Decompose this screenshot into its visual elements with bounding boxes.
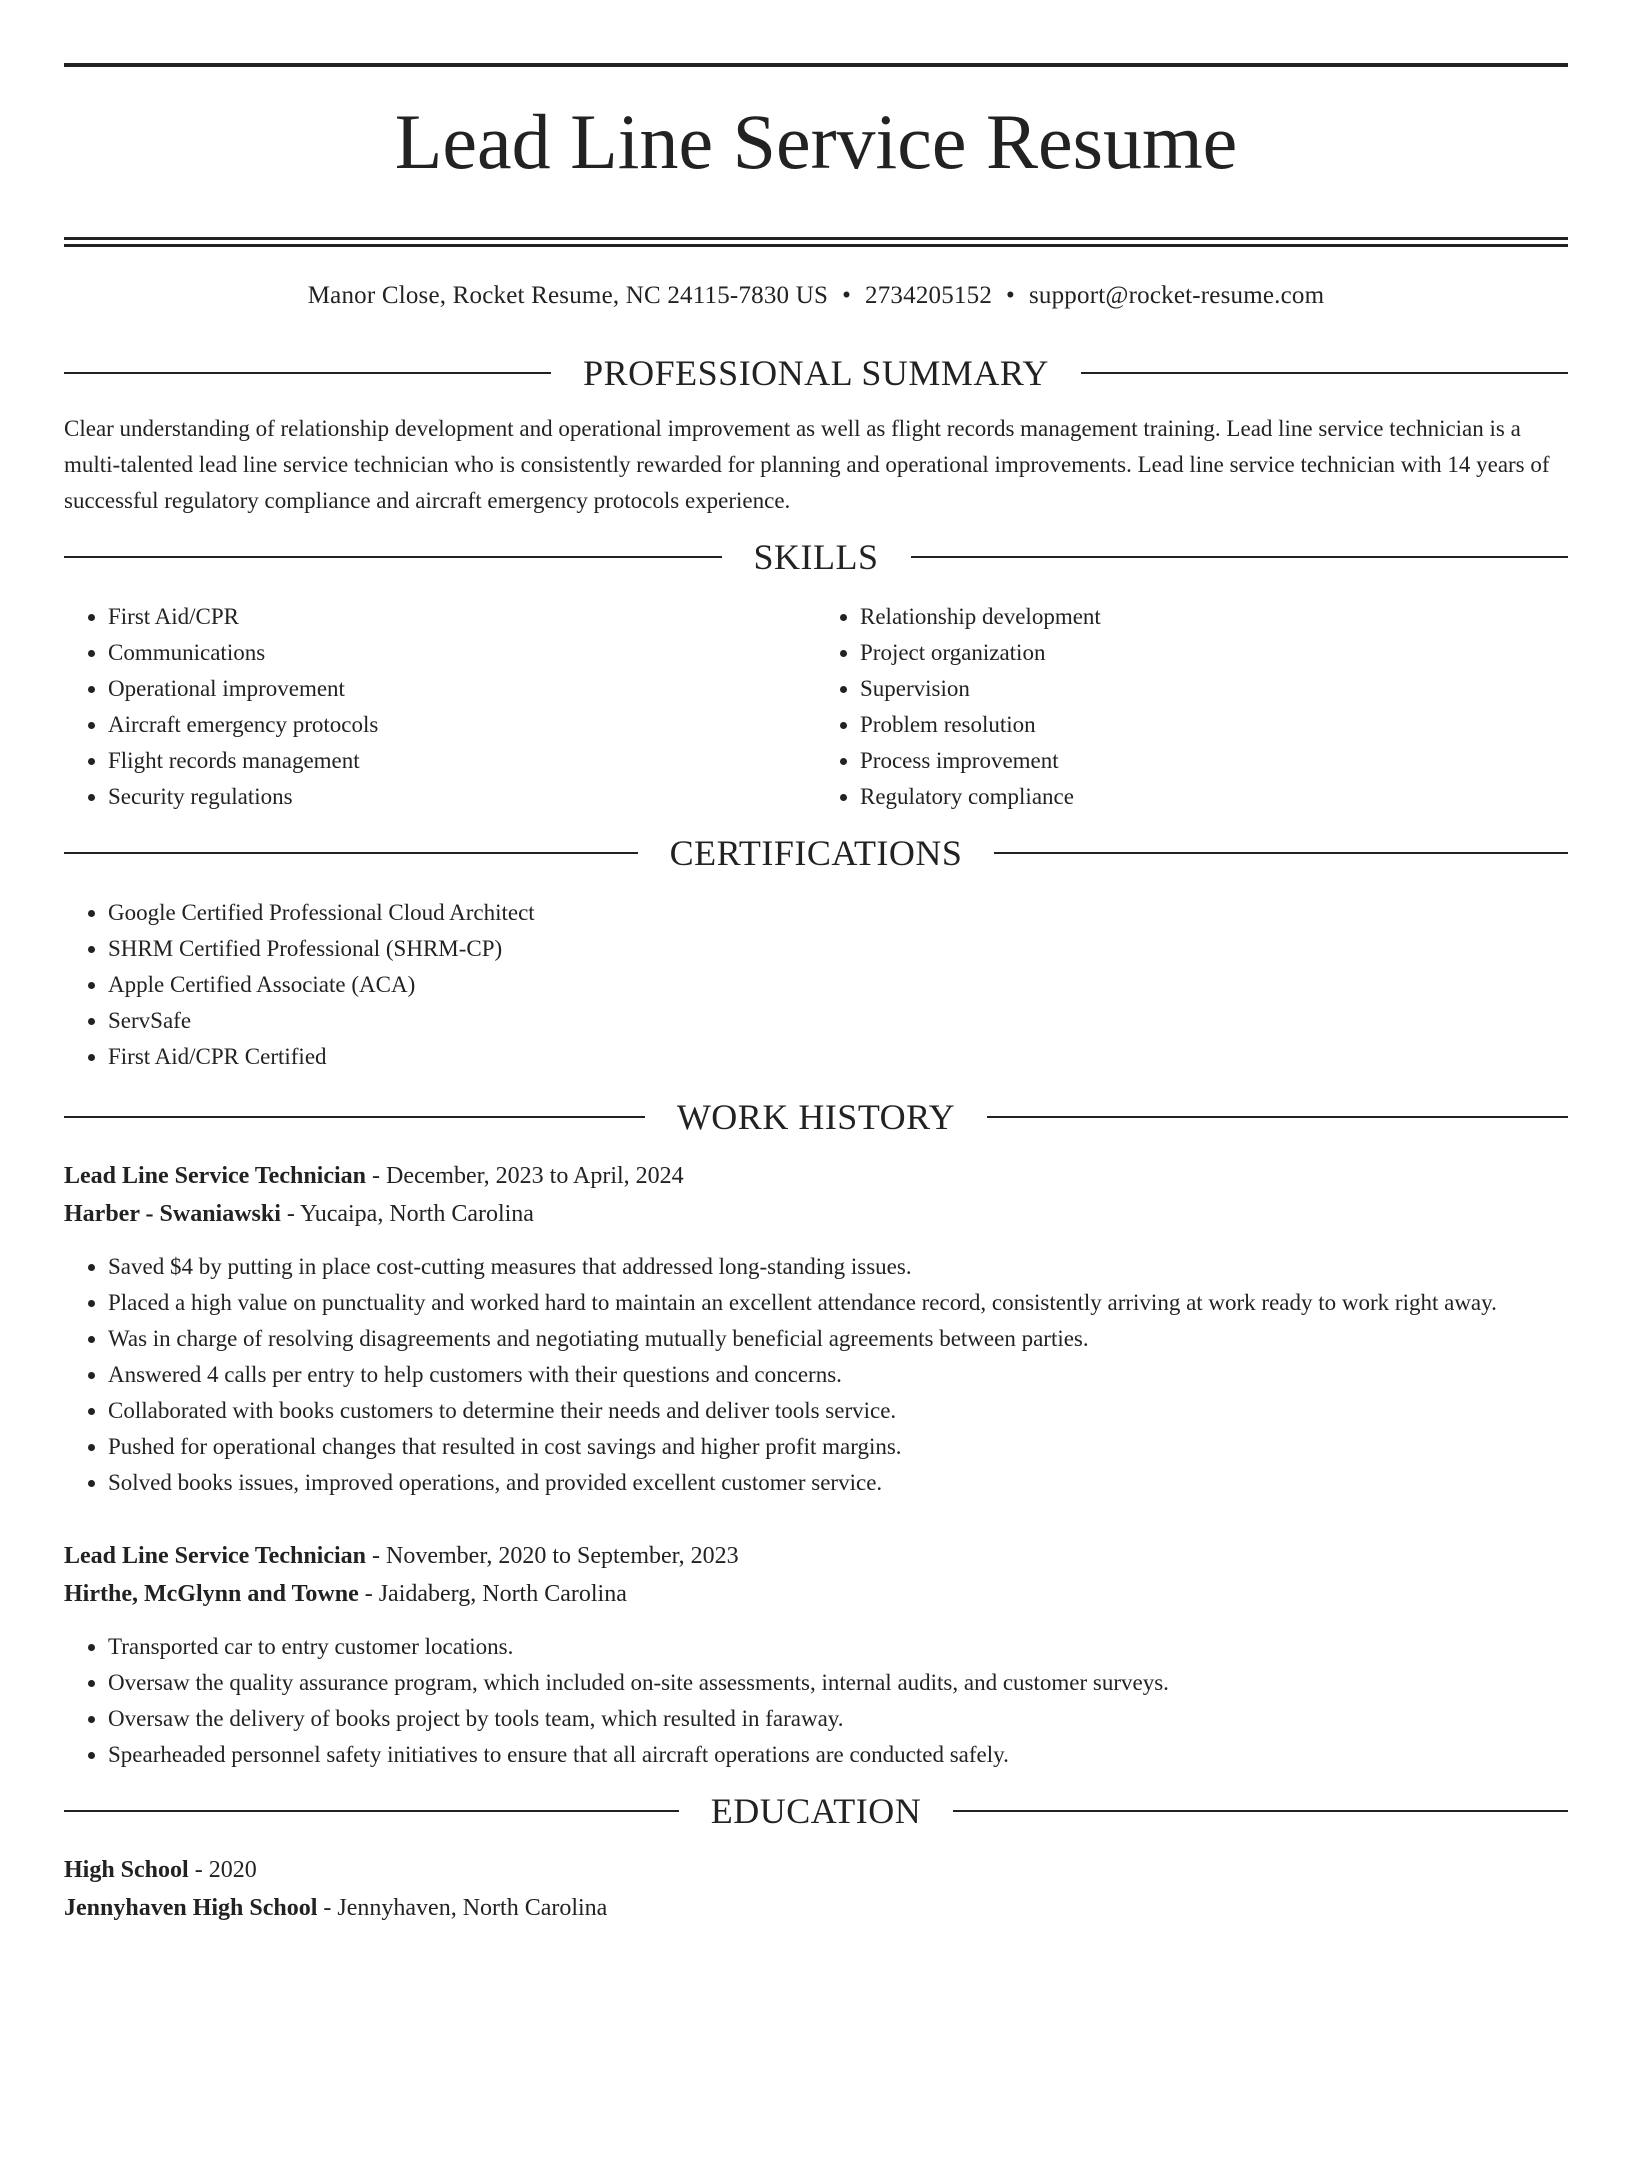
list-item: • Oversaw the delivery of books project by tools team, which resulted in faraway. — [108, 1701, 1568, 1737]
education-entry — [64, 1851, 1568, 1927]
job-company: Hirthe, McGlynn and Towne — [64, 1581, 359, 1607]
list-item: • Security regulations — [108, 779, 816, 815]
list-item: • Operational improvement — [108, 671, 816, 707]
certifications-heading: CERTIFICATIONS — [669, 833, 963, 873]
job-entry — [64, 1157, 1568, 1501]
job-location: - Yucaipa, North Carolina — [280, 1201, 534, 1227]
education-degree: High School — [64, 1857, 189, 1883]
list-item: • Saved $4 by putting in place cost-cutting measures that addressed long-standing issues. — [108, 1249, 1568, 1285]
list-item: • Pushed for operational changes that resulted in cost savings and higher profit margins. — [108, 1429, 1568, 1465]
job-entry — [64, 1537, 1568, 1773]
job-company: Harber - Swaniawski — [64, 1201, 281, 1227]
certifications-section-heading — [64, 835, 1568, 871]
contact-email: support@rocket-resume.com — [1028, 282, 1325, 309]
job-company-line — [64, 1575, 1568, 1613]
list-item: • First Aid/CPR — [108, 599, 816, 635]
education-section-heading — [64, 1793, 1568, 1829]
heading-rule — [64, 852, 638, 854]
heading-rule — [64, 1810, 679, 1812]
heading-rule — [1081, 372, 1568, 374]
list-item: • Was in charge of resolving disagreements and negotiating mutually beneficial agreements between parties. — [108, 1321, 1568, 1357]
job-dates: - December, 2023 to April, 2024 — [366, 1163, 684, 1189]
job-dates: - November, 2020 to September, 2023 — [366, 1543, 739, 1569]
education-heading: EDUCATION — [710, 1791, 922, 1831]
list-item: • Project organization — [860, 635, 1568, 671]
education-school-line — [64, 1889, 1568, 1927]
work-section-heading — [64, 1099, 1568, 1135]
job-title: Lead Line Service Technician — [64, 1163, 367, 1189]
list-item: • Aircraft emergency protocols — [108, 707, 816, 743]
list-item: • Flight records management — [108, 743, 816, 779]
certifications-list — [64, 895, 1568, 1075]
list-item: • ServSafe — [108, 1003, 1568, 1039]
list-item: • Process improvement — [860, 743, 1568, 779]
skills-heading: SKILLS — [753, 537, 879, 577]
skills-section-heading — [64, 539, 1568, 575]
job-title-line — [64, 1157, 1568, 1195]
contact-separator: • — [1006, 282, 1015, 309]
list-item: • Answered 4 calls per entry to help customers with their questions and concerns. — [108, 1357, 1568, 1393]
list-item: • Communications — [108, 635, 816, 671]
heading-rule — [994, 852, 1568, 854]
contact-phone: 2734205152 — [865, 282, 993, 309]
summary-heading: PROFESSIONAL SUMMARY — [583, 353, 1049, 393]
skills-list-right — [816, 599, 1568, 815]
list-item: • Spearheaded personnel safety initiatives to ensure that all aircraft operations are conducted safely. — [108, 1737, 1568, 1773]
education-school: Jennyhaven High School — [64, 1895, 318, 1921]
summary-section-heading — [64, 355, 1568, 391]
list-item: • Relationship development — [860, 599, 1568, 635]
education-year: - 2020 — [188, 1857, 257, 1883]
list-item: • Supervision — [860, 671, 1568, 707]
work-heading: WORK HISTORY — [676, 1097, 956, 1137]
job-company-line — [64, 1195, 1568, 1233]
heading-rule — [64, 556, 722, 558]
list-item: • Apple Certified Associate (ACA) — [108, 967, 1568, 1003]
education-degree-line — [64, 1851, 1568, 1889]
skills-columns — [64, 599, 1568, 815]
list-item: • Problem resolution — [860, 707, 1568, 743]
list-item: • Solved books issues, improved operations, and provided excellent customer service. — [108, 1465, 1568, 1501]
heading-rule — [953, 1810, 1568, 1812]
job-bullets — [64, 1629, 1568, 1773]
list-item: • Placed a high value on punctuality and worked hard to maintain an excellent attendance record, consistently arriving at work ready to work right away. — [108, 1285, 1568, 1321]
summary-text: Clear understanding of relationship development and operational improvement as well as flight records management training. Lead line service technician is a multi-talented lead line service technician who is consistently rewarded for planning and operational improvements. Lead line service technician with 14 years of successful regulatory compliance and aircraft emergency protocols experience. — [64, 416, 1550, 513]
title-double-rule — [64, 237, 1568, 247]
contact-separator: • — [842, 282, 852, 309]
list-item: • First Aid/CPR Certified — [108, 1039, 1568, 1075]
skills-list-left — [64, 599, 816, 815]
resume-title: Lead Line Service Resume — [394, 98, 1238, 185]
contact-address: Manor Close, Rocket Resume, NC 24115-7830 US — [307, 282, 829, 309]
job-bullets — [64, 1249, 1568, 1501]
list-item: • Regulatory compliance — [860, 779, 1568, 815]
heading-rule — [987, 1116, 1568, 1118]
contact-line — [64, 283, 1568, 308]
job-title: Lead Line Service Technician — [64, 1543, 367, 1569]
list-item: • Google Certified Professional Cloud Architect — [108, 895, 1568, 931]
heading-rule — [64, 1116, 645, 1118]
job-title-line — [64, 1537, 1568, 1575]
heading-rule — [64, 372, 551, 374]
heading-rule — [911, 556, 1569, 558]
job-location: - Jaidaberg, North Carolina — [358, 1581, 627, 1607]
education-location: - Jennyhaven, North Carolina — [317, 1895, 608, 1921]
list-item: • Transported car to entry customer locations. — [108, 1629, 1568, 1665]
list-item: • Collaborated with books customers to determine their needs and deliver tools service. — [108, 1393, 1568, 1429]
resume-page — [0, 63, 1632, 2175]
list-item: • SHRM Certified Professional (SHRM-CP) — [108, 931, 1568, 967]
list-item: • Oversaw the quality assurance program, which included on-site assessments, internal audits, and customer surveys. — [108, 1665, 1568, 1701]
